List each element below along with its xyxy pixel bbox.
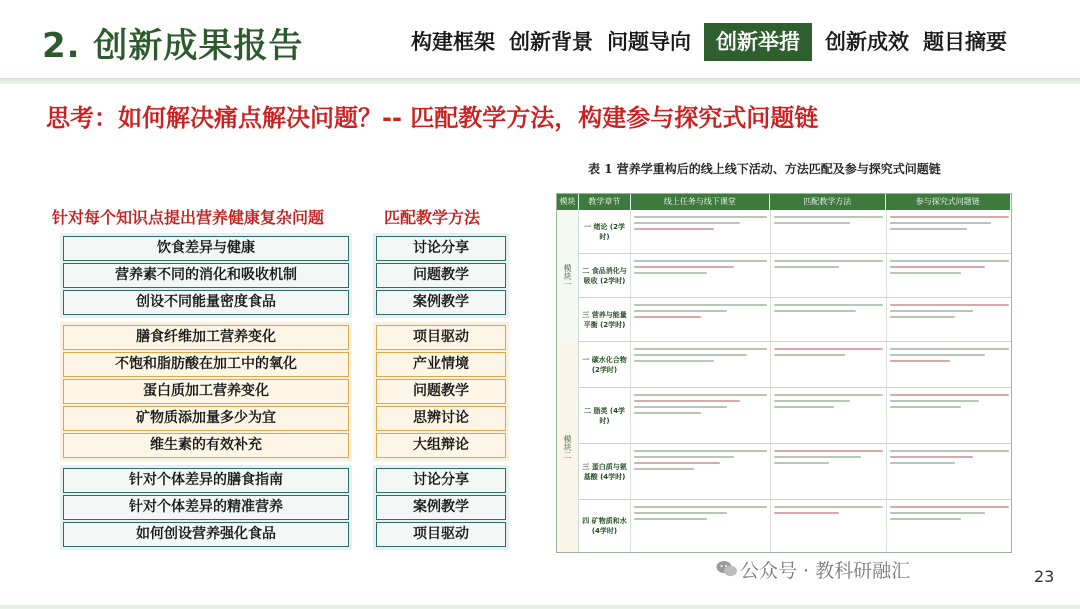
question-item: 饮食差异与健康 xyxy=(63,236,349,261)
questions-heading: 针对每个知识点提出营养健康复杂问题 xyxy=(52,208,325,227)
question-item: 矿物质添加量多少为宜 xyxy=(63,406,349,431)
question-item: 维生素的有效补充 xyxy=(63,433,349,458)
table-section-cell: 三 营养与能量平衡 (2学时) xyxy=(579,298,631,341)
question-group-1 xyxy=(60,233,352,318)
table-section-cell: 三 蛋白质与氨基酸 (4学时) xyxy=(579,444,631,499)
page-number: 23 xyxy=(1034,567,1055,586)
table-section-cell: 一 碳水化合物 (2学时) xyxy=(579,342,631,387)
method-item: 讨论分享 xyxy=(376,468,506,493)
table-text-cell xyxy=(887,444,1012,499)
question-item: 针对个体差异的膳食指南 xyxy=(63,468,349,493)
table-text-cell xyxy=(887,500,1012,552)
table-text-cell xyxy=(631,388,771,443)
method-group-2 xyxy=(373,322,509,461)
nav-item-measures[interactable]: 创新举措 xyxy=(704,23,812,61)
slide-header xyxy=(0,0,1080,88)
method-item: 大组辩论 xyxy=(376,433,506,458)
table-text-cell xyxy=(631,210,771,253)
curriculum-table xyxy=(556,193,1012,553)
question-item: 针对个体差异的精准营养 xyxy=(63,495,349,520)
question-item: 膳食纤维加工营养变化 xyxy=(63,325,349,350)
method-item: 问题教学 xyxy=(376,263,506,288)
header-divider xyxy=(0,78,1080,84)
table-header-cell: 模块 xyxy=(557,194,579,210)
table-row xyxy=(579,444,1012,500)
method-item: 案例教学 xyxy=(376,290,506,315)
table-row xyxy=(579,342,1012,388)
watermark: 公众号 · 教科研融汇 xyxy=(740,560,911,582)
table-text-cell xyxy=(771,254,887,297)
table-section-cell: 二 脂类 (4学时) xyxy=(579,388,631,443)
table-body xyxy=(557,210,1011,552)
table-text-cell xyxy=(887,254,1012,297)
slide-subtitle: 思考：如何解决痛点解决问题？-- 匹配教学方法，构建参与探究式问题链 xyxy=(46,104,819,132)
table-module-label: 模块一 xyxy=(557,210,579,342)
question-item: 营养素不同的消化和吸收机制 xyxy=(63,263,349,288)
question-item: 蛋白质加工营养变化 xyxy=(63,379,349,404)
table-text-cell xyxy=(631,342,771,387)
table-header-cell: 匹配教学方法 xyxy=(770,194,885,210)
table-header-row xyxy=(557,194,1011,210)
table-row xyxy=(579,210,1012,254)
table-section-cell: 一 绪论 (2学时) xyxy=(579,210,631,253)
table-text-cell xyxy=(631,500,771,552)
table-header-cell: 参与探究式问题链 xyxy=(886,194,1011,210)
method-item: 讨论分享 xyxy=(376,236,506,261)
question-group-2 xyxy=(60,322,352,461)
table-module-label: 模块二 xyxy=(557,342,579,552)
method-item: 产业情境 xyxy=(376,352,506,377)
table-caption: 表 1 营养学重构后的线上线下活动、方法匹配及参与探究式问题链 xyxy=(588,162,941,176)
section-nav xyxy=(404,23,1014,61)
method-group-3 xyxy=(373,465,509,550)
nav-item-results[interactable]: 创新成效 xyxy=(825,30,909,54)
table-row xyxy=(579,500,1012,552)
nav-item-framework[interactable]: 构建框架 xyxy=(411,30,495,54)
table-text-cell xyxy=(771,342,887,387)
table-section-cell: 四 矿物质和水 (4学时) xyxy=(579,500,631,552)
table-section-cell: 二 食品消化与吸收 (2学时) xyxy=(579,254,631,297)
methods-list xyxy=(373,233,509,554)
wechat-icon xyxy=(716,560,738,578)
method-group-1 xyxy=(373,233,509,318)
question-item: 创设不同能量密度食品 xyxy=(63,290,349,315)
table-text-cell xyxy=(887,342,1012,387)
methods-heading: 匹配教学方法 xyxy=(384,208,481,227)
table-text-cell xyxy=(771,210,887,253)
table-text-cell xyxy=(887,388,1012,443)
table-text-cell xyxy=(771,388,887,443)
table-text-cell xyxy=(631,254,771,297)
method-item: 思辨讨论 xyxy=(376,406,506,431)
table-text-cell xyxy=(771,298,887,341)
table-text-cell xyxy=(887,298,1012,341)
table-text-cell xyxy=(771,444,887,499)
table-text-cell xyxy=(631,298,771,341)
table-row xyxy=(579,388,1012,444)
nav-item-background[interactable]: 创新背景 xyxy=(509,30,593,54)
table-text-cell xyxy=(887,210,1012,253)
method-item: 问题教学 xyxy=(376,379,506,404)
questions-list xyxy=(60,233,352,554)
table-text-cell xyxy=(631,444,771,499)
table-text-cell xyxy=(771,500,887,552)
nav-item-problem[interactable]: 问题导向 xyxy=(607,30,691,54)
method-item: 项目驱动 xyxy=(376,325,506,350)
footer-strip xyxy=(0,605,1080,609)
method-item: 案例教学 xyxy=(376,495,506,520)
question-item: 如何创设营养强化食品 xyxy=(63,522,349,547)
question-group-3 xyxy=(60,465,352,550)
method-item: 项目驱动 xyxy=(376,522,506,547)
table-row xyxy=(579,254,1012,298)
table-header-cell: 线上任务与线下课堂 xyxy=(631,194,770,210)
question-item: 不饱和脂肪酸在加工中的氧化 xyxy=(63,352,349,377)
table-header-cell: 教学章节 xyxy=(579,194,631,210)
page-title: 2. 创新成果报告 xyxy=(42,26,304,66)
table-row xyxy=(579,298,1012,342)
nav-item-abstract[interactable]: 题目摘要 xyxy=(923,30,1007,54)
